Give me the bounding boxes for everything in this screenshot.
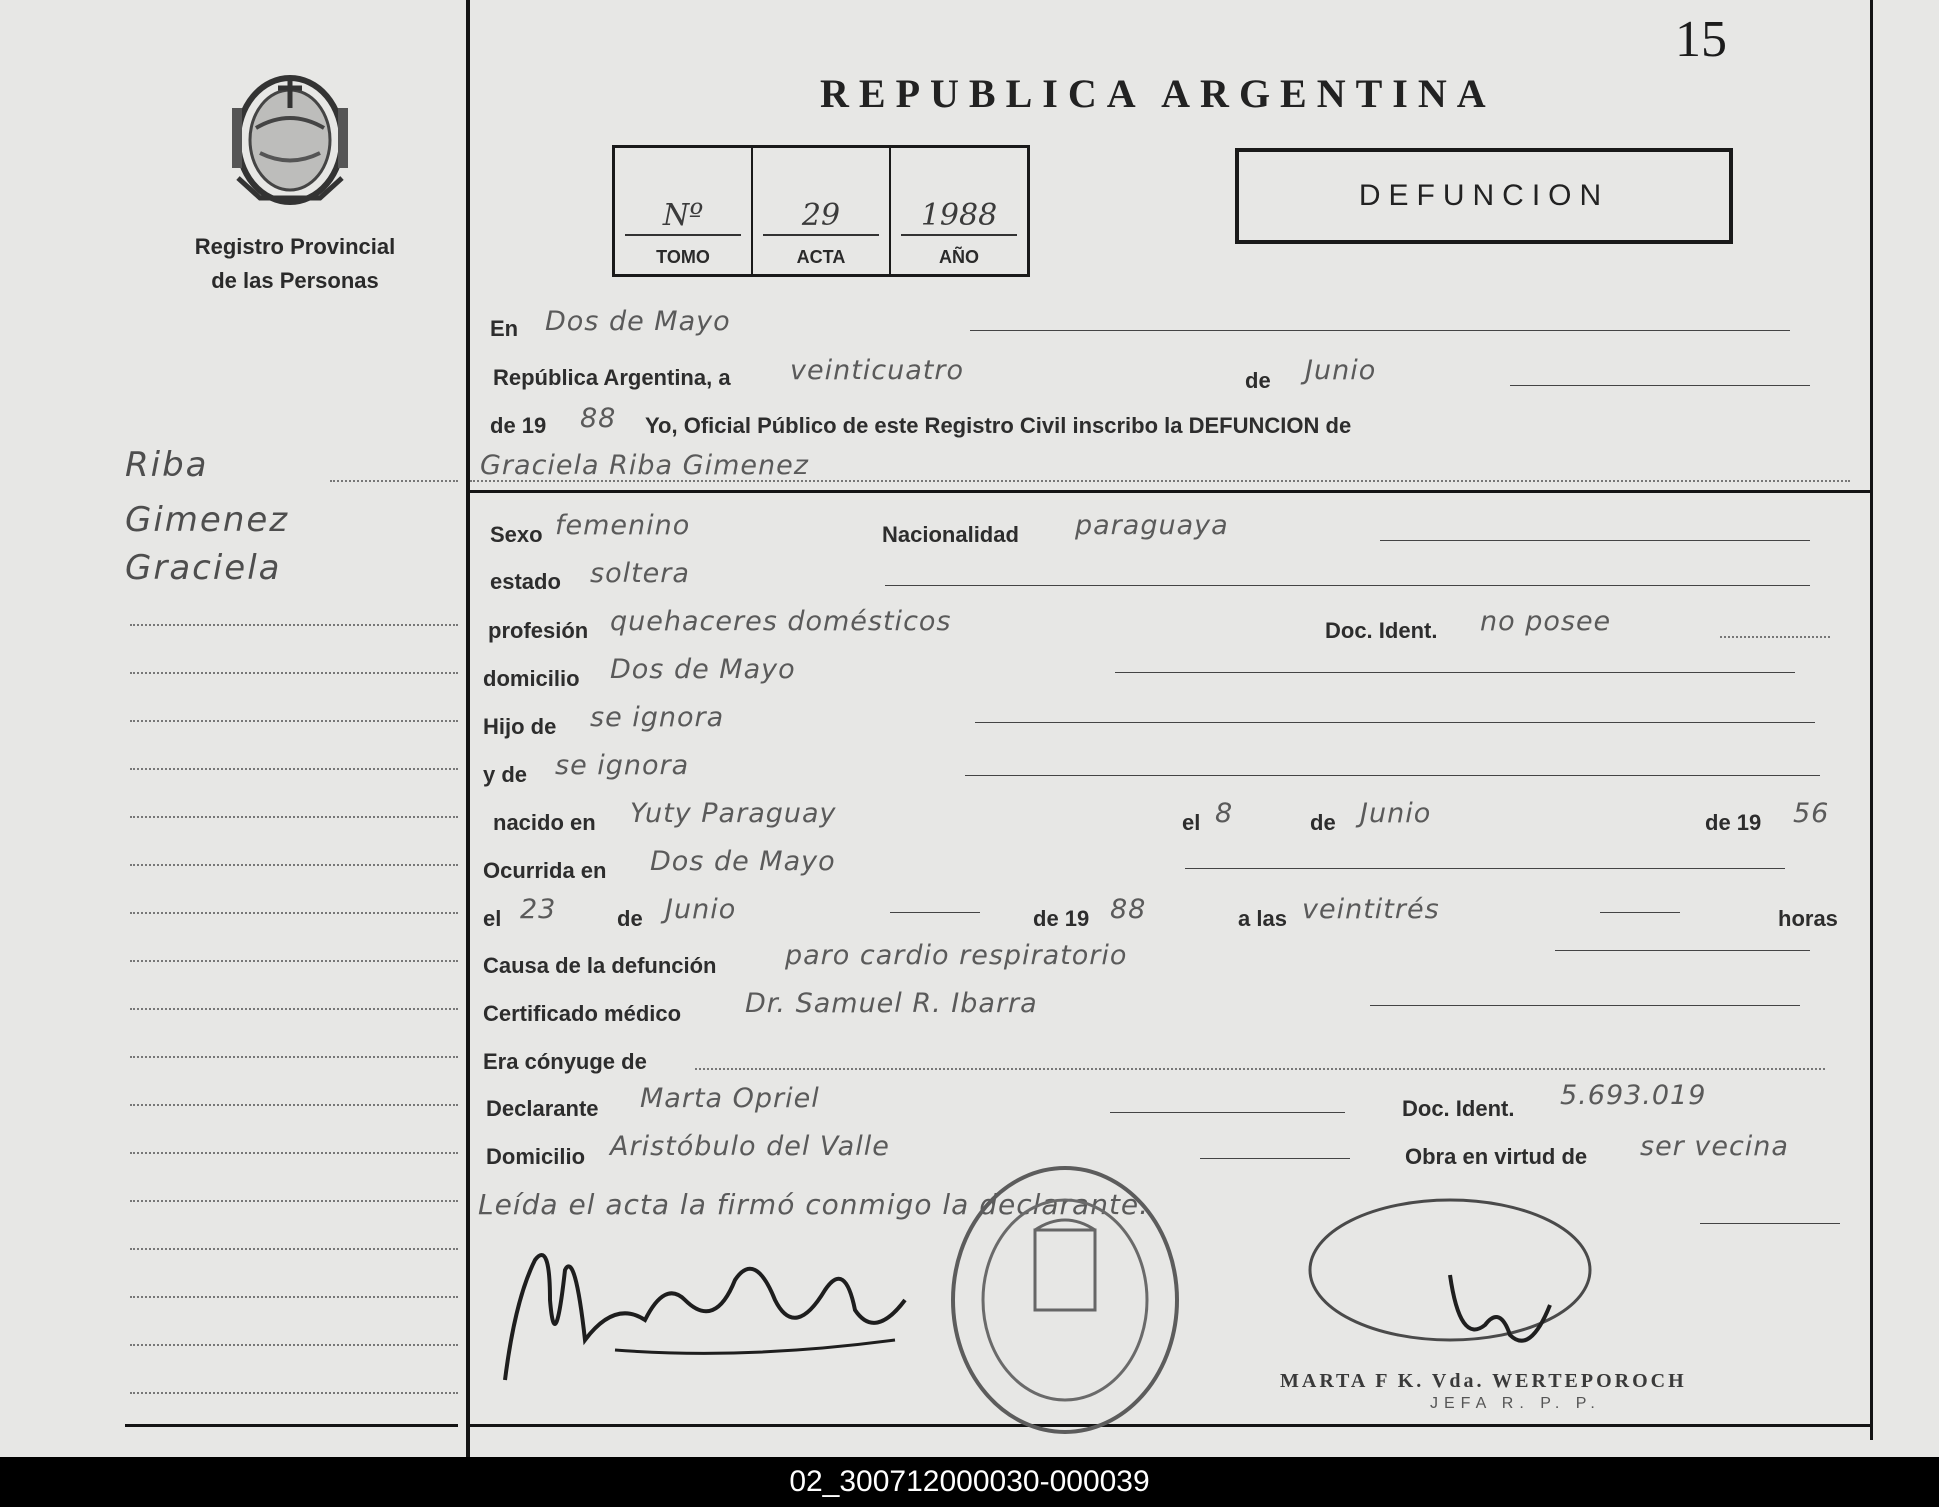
fill-line	[1370, 1005, 1800, 1006]
profesion-value: quehaceres domésticos	[610, 606, 952, 637]
declarante-value: Marta Opriel	[640, 1083, 820, 1114]
doc-label: Doc. Ident.	[1325, 618, 1438, 643]
fill-line	[1510, 385, 1810, 386]
document-id: 02_300712000030-000039	[789, 1465, 1150, 1498]
margin-dotted-line	[130, 864, 458, 866]
death-year-suffix: 88	[1110, 894, 1147, 925]
en-label: En	[490, 316, 519, 341]
margin-dotted-line	[130, 720, 458, 722]
declarante-doc-value: 5.693.019	[1560, 1080, 1707, 1111]
page-number: 15	[1675, 11, 1727, 68]
record-type-box: DEFUNCION	[1235, 148, 1733, 244]
margin-dotted-line	[130, 960, 458, 962]
ocurrida-value: Dos de Mayo	[650, 846, 836, 877]
official-title: JEFA R. P. P.	[1430, 1395, 1601, 1412]
record-reference-box	[612, 145, 1030, 277]
acta-cell	[753, 148, 891, 274]
obra-value: ser vecina	[1640, 1131, 1789, 1162]
fill-line	[1380, 540, 1810, 541]
tomo-value: Nº	[625, 198, 741, 236]
officer-text: Yo, Oficial Público de este Registro Civil inscribo la DEFUNCION de	[645, 413, 1352, 438]
birth-day: 8	[1215, 798, 1234, 829]
acta-label: ACTA	[796, 247, 846, 267]
causa-label: Causa de la defunción	[483, 953, 717, 978]
nacido-label: nacido en	[493, 810, 596, 835]
bottom-rule-margin	[125, 1424, 458, 1427]
year-suffix: 88	[580, 403, 617, 434]
section-divider	[470, 490, 1870, 493]
horas-label: horas	[1778, 906, 1838, 931]
year-prefix: de 19	[490, 413, 547, 438]
margin-dotted-line	[130, 1344, 458, 1346]
decl-domicilio-value: Aristóbulo del Valle	[610, 1131, 890, 1162]
margin-dotted-line	[330, 480, 458, 482]
sexo-label: Sexo	[490, 522, 543, 547]
republica-label: República Argentina, a	[493, 365, 731, 390]
death-year-prefix: de 19	[1033, 906, 1090, 931]
death-de-label: de	[617, 906, 643, 931]
margin-dotted-line	[130, 672, 458, 674]
right-edge-border	[1870, 0, 1873, 1440]
fill-line	[1200, 1158, 1350, 1159]
margin-dotted-line	[130, 768, 458, 770]
provincial-crest-icon	[220, 68, 360, 208]
margin-dotted-line	[130, 912, 458, 914]
ano-label: AÑO	[939, 247, 979, 267]
ocurrida-label: Ocurrida en	[483, 858, 607, 883]
margin-dotted-line	[130, 1104, 458, 1106]
day-value: veinticuatro	[790, 355, 964, 386]
fill-line	[1700, 1223, 1840, 1224]
estado-label: estado	[490, 569, 561, 594]
fill-line	[1720, 636, 1830, 638]
deceased-name: Graciela Riba Gimenez	[480, 450, 809, 481]
fill-line	[970, 330, 1790, 331]
margin-dotted-line	[130, 624, 458, 626]
fill-line	[1555, 950, 1810, 951]
fill-line	[695, 1068, 1825, 1070]
conyuge-label: Era cónyuge de	[483, 1049, 647, 1074]
yde-label: y de	[483, 762, 528, 787]
yde-value: se ignora	[555, 750, 690, 781]
fill-line	[1600, 912, 1680, 913]
margin-dotted-line	[130, 1152, 458, 1154]
hijo-label: Hijo de	[483, 714, 557, 739]
ano-cell	[891, 148, 1027, 274]
registry-line-2: de las Personas	[211, 268, 379, 293]
en-value: Dos de Mayo	[545, 306, 731, 337]
birth-year-suffix: 56	[1793, 798, 1830, 829]
death-el-label: el	[483, 906, 502, 931]
document-id-bar	[0, 1457, 1939, 1507]
decl-domicilio-label: Domicilio	[486, 1144, 586, 1169]
left-margin-border	[466, 0, 470, 1457]
birth-month: Junio	[1360, 798, 1432, 829]
official-signature	[1430, 1265, 1580, 1355]
doc-value: no posee	[1480, 606, 1612, 637]
month-value: Junio	[1305, 355, 1377, 386]
country-heading: REPUBLICA ARGENTINA	[820, 71, 1496, 116]
nacionalidad-label: Nacionalidad	[882, 522, 1019, 547]
closing-line: Leída el acta la firmó conmigo la declarante.	[478, 1188, 1150, 1221]
declarant-signature-icon	[495, 1240, 935, 1390]
fill-line	[890, 912, 980, 913]
domicilio-label: domicilio	[483, 666, 580, 691]
fill-line	[975, 722, 1815, 723]
margin-dotted-line	[130, 1296, 458, 1298]
sexo-value: femenino	[555, 510, 691, 541]
certificado-value: Dr. Samuel R. Ibarra	[745, 988, 1038, 1019]
margin-dotted-line	[130, 1008, 458, 1010]
hijo-value: se ignora	[590, 702, 725, 733]
month-de-label: de	[1245, 368, 1271, 393]
margin-surname-1: Riba	[125, 445, 209, 485]
domicilio-value: Dos de Mayo	[610, 654, 796, 685]
death-day: 23	[520, 894, 557, 925]
birth-el-label: el	[1182, 810, 1201, 835]
official-seal-stamp	[940, 1160, 1190, 1450]
registry-name	[150, 230, 440, 298]
certificado-label: Certificado médico	[483, 1001, 682, 1026]
margin-dotted-line	[130, 1200, 458, 1202]
margin-given-name: Graciela	[125, 548, 282, 588]
fill-line	[1115, 672, 1795, 673]
nacido-value: Yuty Paraguay	[630, 798, 837, 829]
tomo-cell	[615, 148, 753, 274]
causa-value: paro cardio respiratorio	[785, 940, 1128, 971]
fill-line	[885, 585, 1810, 586]
declarante-doc-label: Doc. Ident.	[1402, 1096, 1515, 1121]
nacionalidad-value: paraguaya	[1075, 510, 1229, 541]
alas-label: a las	[1238, 906, 1287, 931]
margin-dotted-line	[130, 1392, 458, 1394]
ano-value: 1988	[901, 198, 1017, 236]
declarante-label: Declarante	[486, 1096, 599, 1121]
fill-line	[1185, 868, 1785, 869]
death-month: Junio	[665, 894, 737, 925]
obra-label: Obra en virtud de	[1405, 1144, 1588, 1169]
fill-line	[470, 480, 1850, 482]
birth-year-prefix: de 19	[1705, 810, 1762, 835]
estado-value: soltera	[590, 558, 690, 589]
registry-line-1: Registro Provincial	[194, 234, 396, 259]
acta-value: 29	[763, 198, 879, 236]
declarant-signature	[495, 1240, 935, 1395]
margin-dotted-line	[130, 1248, 458, 1250]
fill-line	[1110, 1112, 1345, 1113]
profesion-label: profesión	[488, 618, 589, 643]
official-name: MARTA F K. Vda. WERTEPOROCH	[1280, 1370, 1687, 1392]
death-time: veintitrés	[1302, 894, 1440, 925]
tomo-label: TOMO	[656, 247, 710, 267]
margin-surname-2: Gimenez	[125, 500, 290, 540]
birth-de-label: de	[1310, 810, 1336, 835]
margin-dotted-line	[130, 1056, 458, 1058]
margin-dotted-line	[130, 816, 458, 818]
fill-line	[965, 775, 1820, 776]
